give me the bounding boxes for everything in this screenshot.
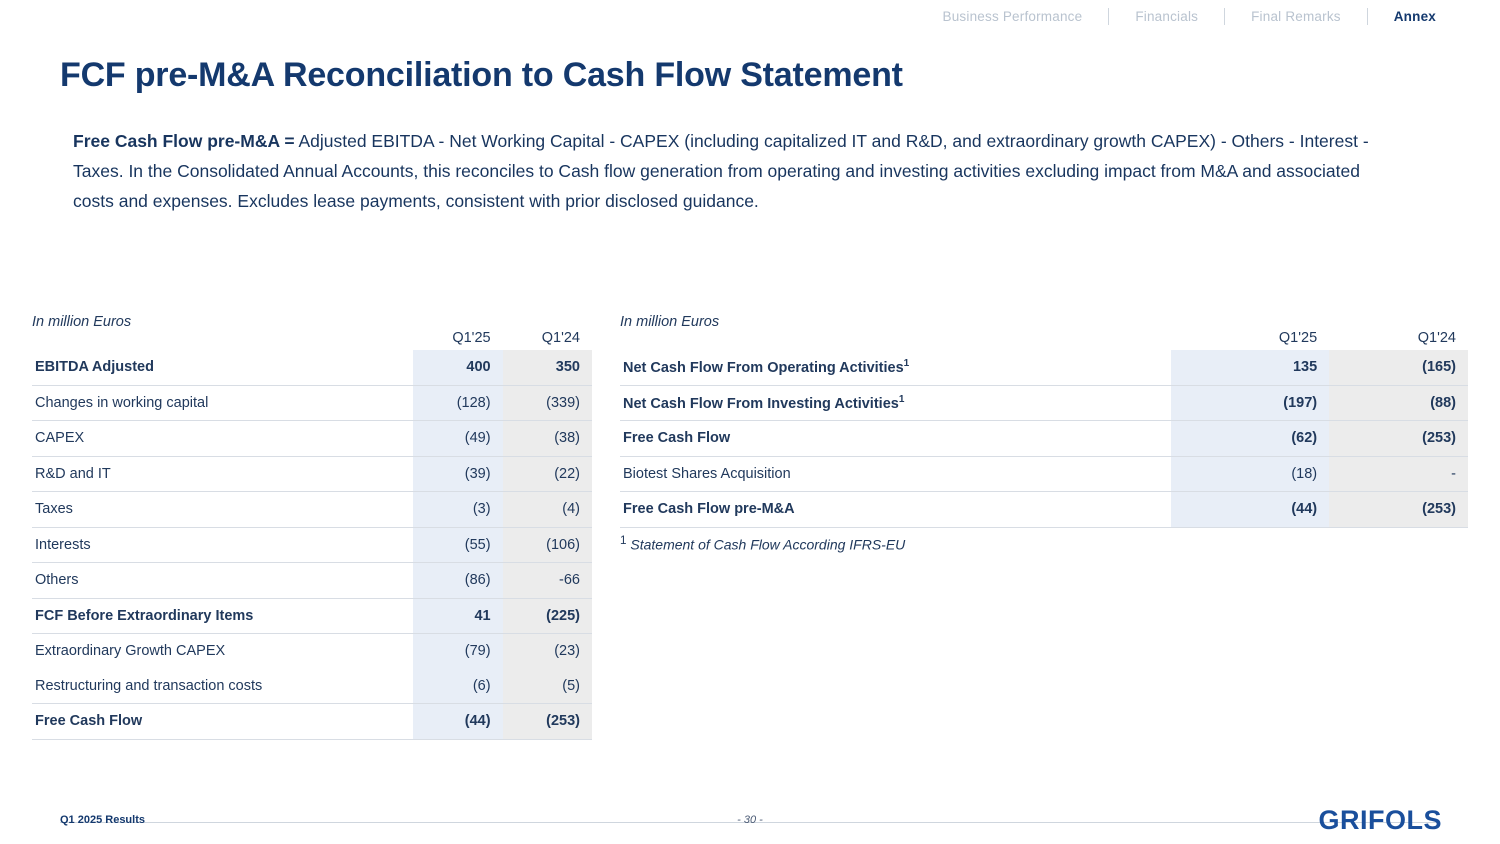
intro-body: Adjusted EBITDA - Net Working Capital - CAPEX (including capitalized IT and R&D, and extraordinary growth CAPEX) - Others - Interest - Taxes. In the Consolidated Annual Accounts, this reconciles to Cash flow generation from operating and investing activities excluding impact from M&A and associated costs and expenses. Excludes lease payments, consistent with prior disclosed guidance. [73,131,1369,211]
row-value-q125: (18) [1171,456,1329,492]
row-value-q125: (49) [413,421,502,457]
row-value-q125: 400 [413,350,502,385]
footnote-marker: 1 [620,534,627,547]
row-value-q124: (106) [503,527,592,563]
table-row [32,563,592,599]
row-label: Interests [32,527,413,563]
row-label-text: Net Cash Flow From Operating Activities [623,360,904,377]
row-label [620,385,1171,421]
row-label: EBITDA Adjusted [32,350,413,385]
nav-item-financials[interactable]: Financials [1135,9,1199,24]
table-row [620,350,1468,385]
row-value-q125: (128) [413,385,502,421]
row-value-q124: (339) [503,385,592,421]
row-value-q124: 350 [503,350,592,385]
table-header-row [32,330,592,350]
row-label: Biotest Shares Acquisition [620,456,1171,492]
left-table-units: In million Euros [32,314,132,330]
row-value-q124: - [1329,456,1468,492]
table-row [32,634,592,669]
page-title: FCF pre-M&A Reconciliation to Cash Flow Statement [60,56,903,94]
nav-item-final-remarks[interactable]: Final Remarks [1251,9,1341,24]
left-col-header-q124: Q1'24 [541,330,580,346]
row-label: Free Cash Flow [32,704,413,740]
row-value-q124: (22) [503,456,592,492]
left-col-header-blank [32,330,413,350]
cash-flow-footnote [620,534,905,553]
table-header-row [620,330,1468,350]
right-col-header-q124: Q1'24 [1417,330,1456,346]
top-navigation [917,8,1436,25]
row-label [620,350,1171,385]
row-value-q125: (62) [1171,421,1329,457]
row-label-text: Net Cash Flow From Investing Activities [623,395,899,412]
footnote-marker: 1 [903,358,910,370]
row-label: CAPEX [32,421,413,457]
intro-lead: Free Cash Flow pre-M&A = [73,131,295,151]
table-row [32,669,592,704]
nav-item-annex[interactable]: Annex [1393,9,1436,24]
row-value-q125: (3) [413,492,502,528]
row-label: Taxes [32,492,413,528]
right-col-header-q125: Q1'25 [1278,330,1318,346]
footer-deck-title: Q1 2025 Results [60,814,145,826]
row-label: Others [32,563,413,599]
table-row [32,704,592,740]
table-row [32,527,592,563]
table-row [32,350,592,385]
row-label: Free Cash Flow [620,421,1171,457]
row-label: R&D and IT [32,456,413,492]
row-value-q125: (44) [413,704,502,740]
row-value-q125: (86) [413,563,502,599]
row-value-q124: (4) [503,492,592,528]
row-value-q124: (5) [503,669,592,704]
row-value-q124: (165) [1329,350,1468,385]
grifols-logo: GRIFOLS [1318,805,1442,835]
table-row [620,385,1468,421]
row-value-q125: (197) [1171,385,1329,421]
table-row [32,385,592,421]
row-value-q124: (38) [503,421,592,457]
row-value-q125: 41 [413,598,502,634]
table-row [620,456,1468,492]
footnote-marker: 1 [898,393,905,405]
table-row [32,598,592,634]
row-label: Free Cash Flow pre-M&A [620,492,1171,528]
row-value-q124: (225) [503,598,592,634]
row-value-q124: -66 [503,563,592,599]
intro-paragraph [73,126,1373,216]
table-row [620,421,1468,457]
row-label: FCF Before Extraordinary Items [32,598,413,634]
row-label: Changes in working capital [32,385,413,421]
row-label: Restructuring and transaction costs [32,669,413,704]
row-value-q124: (88) [1329,385,1468,421]
row-value-q124: (253) [1329,492,1468,528]
table-row [32,456,592,492]
row-value-q125: (55) [413,527,502,563]
table-row [32,492,592,528]
footer-page-number: - 30 - [737,814,763,826]
row-value-q125: (6) [413,669,502,704]
row-value-q125: (39) [413,456,502,492]
row-value-q125: (79) [413,634,502,669]
right-table-units: In million Euros [620,314,720,330]
left-col-header-q125: Q1'25 [452,330,491,346]
table-row [32,421,592,457]
footnote-text: Statement of Cash Flow According IFRS-EU [630,536,906,553]
table-row [620,492,1468,528]
row-value-q125: 135 [1171,350,1329,385]
cash-flow-statement-table [620,330,1468,528]
row-value-q124: (23) [503,634,592,669]
row-label: Extraordinary Growth CAPEX [35,643,226,660]
right-col-header-blank [620,330,1171,350]
row-value-q124: (253) [1329,421,1468,457]
nav-item-business-performance[interactable]: Business Performance [942,9,1083,24]
row-value-q125: (44) [1171,492,1329,528]
fcf-breakdown-table [32,330,592,740]
row-value-q124: (253) [503,704,592,740]
